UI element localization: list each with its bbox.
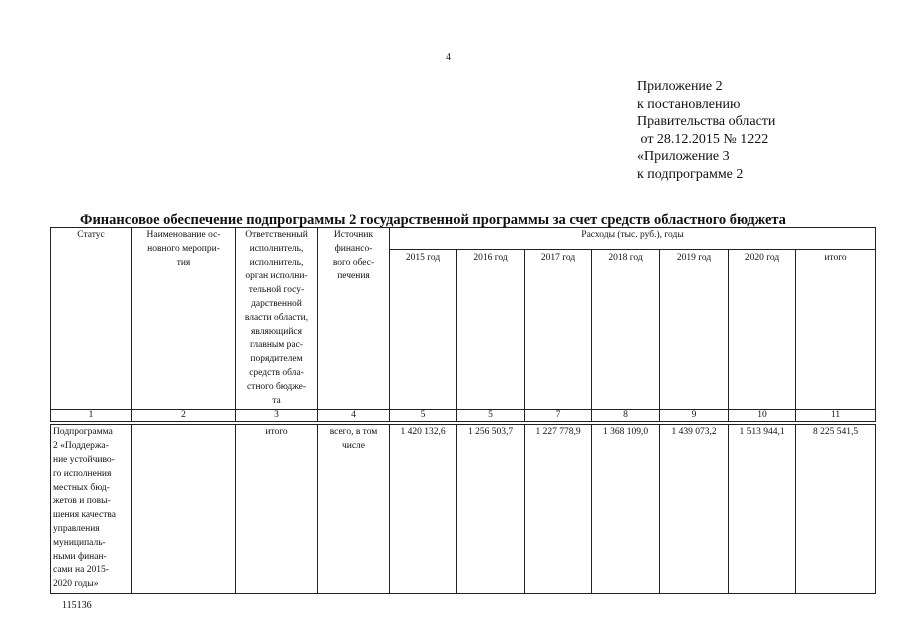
header-total: итого — [796, 249, 876, 410]
header-responsible: Ответственный исполнитель, исполнитель, орган исполни- тельной госу- дарственной власти области, являющийся главным рас- порядителем средств обла- стного бюдже- та — [236, 228, 318, 410]
header-row — [51, 228, 876, 250]
column-number: 9 — [660, 410, 729, 422]
cell-value-2017: 1 227 778,9 — [525, 425, 592, 594]
cell-value-2016: 1 256 503,7 — [457, 425, 525, 594]
annex-line: Правительства области — [637, 114, 776, 130]
cell-source: всего, в том числе — [318, 425, 390, 594]
cell-name — [132, 425, 236, 594]
cell-value-total: 8 225 541,5 — [796, 425, 876, 594]
annex-block — [637, 78, 775, 184]
column-number: 11 — [796, 410, 876, 422]
financing-table — [50, 227, 876, 594]
header-year: 2018 год — [592, 249, 660, 410]
cell-responsible: итого — [236, 425, 318, 594]
column-number: 5 — [457, 410, 525, 422]
column-number: 7 — [525, 410, 592, 422]
header-source: Источник финансо- вого обес- печения — [318, 228, 390, 410]
header-year: 2019 год — [660, 249, 729, 410]
page-number: 4 — [446, 52, 451, 63]
cell-value-2019: 1 439 073,2 — [660, 425, 729, 594]
column-number: 2 — [132, 410, 236, 422]
column-number: 3 — [236, 410, 318, 422]
annex-line: от 28.12.2015 № 1222 — [637, 131, 769, 147]
document-code: 115136 — [62, 600, 92, 611]
header-expenses: Расходы (тыс. руб.), годы — [390, 228, 876, 250]
column-number: 8 — [592, 410, 660, 422]
header-year: 2020 год — [729, 249, 796, 410]
cell-value-2015: 1 420 132,6 — [390, 425, 457, 594]
column-number: 4 — [318, 410, 390, 422]
header-year: 2016 год — [457, 249, 525, 410]
annex-line: к подпрограмме 2 — [637, 166, 744, 182]
cell-status: Подпрограмма 2 «Поддержа- ние устойчиво- го исполнения местных бюд- жетов и повы- шения качества управления муниципаль- ными финан- сами на 2015- 2020 годы» — [51, 425, 132, 594]
header-status: Статус — [51, 228, 132, 410]
column-number: 10 — [729, 410, 796, 422]
annex-line: к постановлению — [637, 96, 741, 112]
table-row — [51, 425, 876, 594]
cell-value-2018: 1 368 109,0 — [592, 425, 660, 594]
column-number: 1 — [51, 410, 132, 422]
annex-line: «Приложение 3 — [637, 149, 730, 165]
cell-value-2020: 1 513 944,1 — [729, 425, 796, 594]
header-year: 2017 год — [525, 249, 592, 410]
header-name: Наименование ос- новного меропри- тия — [132, 228, 236, 410]
column-number-row — [51, 410, 876, 422]
header-year: 2015 год — [390, 249, 457, 410]
document-title: Финансовое обеспечение подпрограммы 2 государственной программы за счет средств областного бюджета — [80, 212, 786, 228]
column-number: 5 — [390, 410, 457, 422]
annex-line: Приложение 2 — [637, 79, 723, 94]
